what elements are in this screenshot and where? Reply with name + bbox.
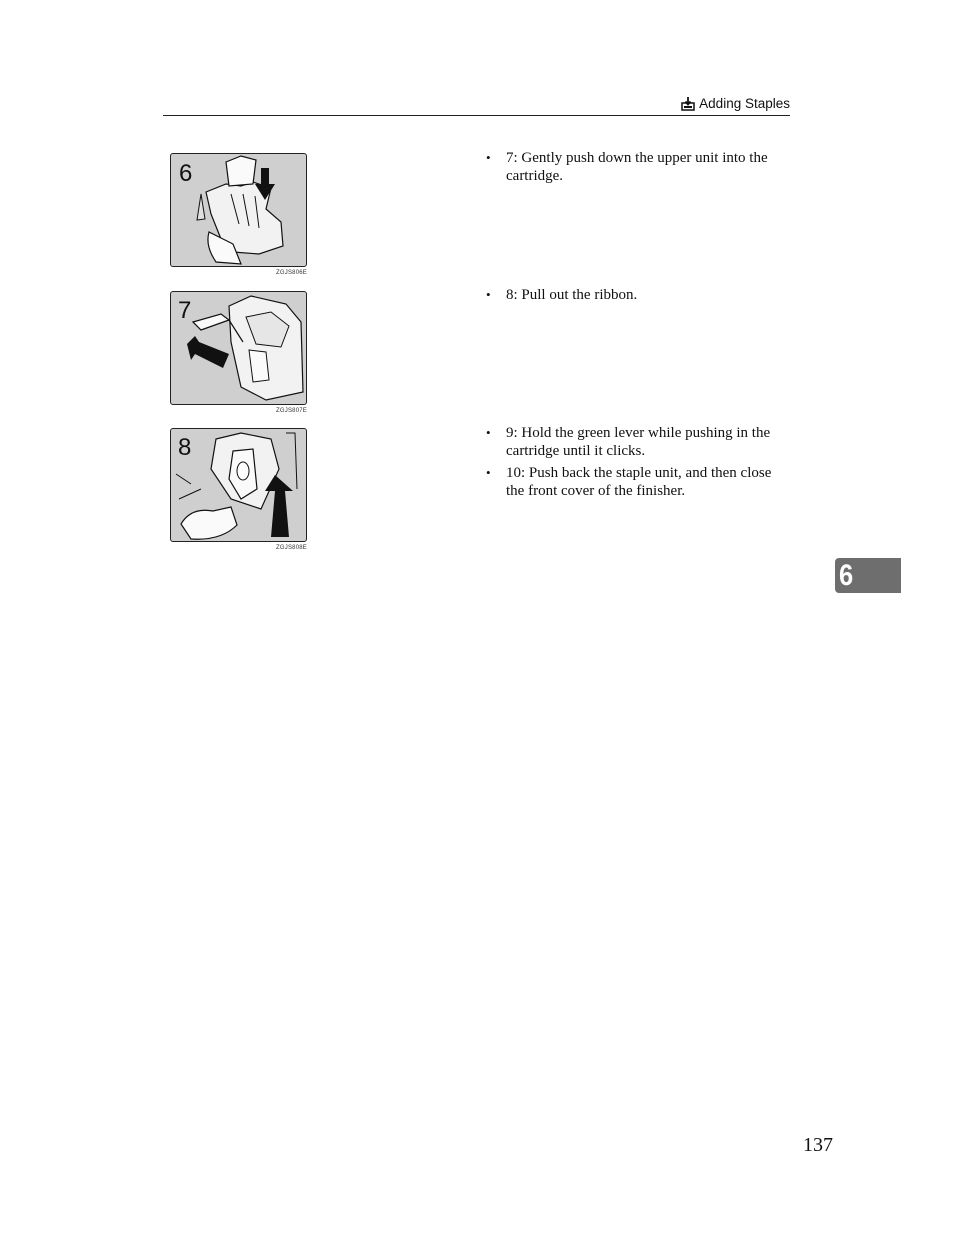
figure-step-6 (170, 153, 307, 276)
pull-ribbon-icon (171, 292, 306, 404)
page-header (163, 92, 790, 116)
chapter-tab (835, 558, 901, 593)
figure-code: ZGJS808E (276, 545, 307, 551)
list-item: • 10: Push back the staple unit, and then close the front cover of the finisher. (484, 464, 784, 500)
insert-cartridge-icon (171, 429, 306, 541)
illustration-insert-cartridge (170, 428, 307, 542)
chapter-number: 6 (839, 559, 854, 592)
illustration-push-upper-unit (170, 153, 307, 267)
step-number: 7 (178, 297, 192, 324)
figure-code: ZGJS806E (276, 270, 307, 276)
step-7-instructions (484, 149, 784, 189)
step-number: 8 (178, 434, 192, 461)
figure-code: ZGJS807E (276, 408, 307, 414)
header-title-text: Adding Staples (699, 96, 790, 111)
step-number: 6 (179, 160, 193, 187)
staple-icon (681, 97, 695, 111)
step-8-instructions (484, 286, 784, 308)
list-item: • 9: Hold the green lever while pushing in the cartridge until it clicks. (484, 424, 784, 460)
illustration-pull-ribbon (170, 291, 307, 405)
figure-step-8 (170, 428, 307, 551)
figure-step-7 (170, 291, 307, 414)
page-number: 137 (803, 1134, 833, 1156)
step-9-10-instructions (484, 424, 784, 504)
list-item: • 8: Pull out the ribbon. (484, 286, 784, 304)
header-title (681, 96, 790, 111)
list-item: • 7: Gently push down the upper unit into the cartridge. (484, 149, 784, 185)
push-upper-unit-icon (171, 154, 306, 266)
